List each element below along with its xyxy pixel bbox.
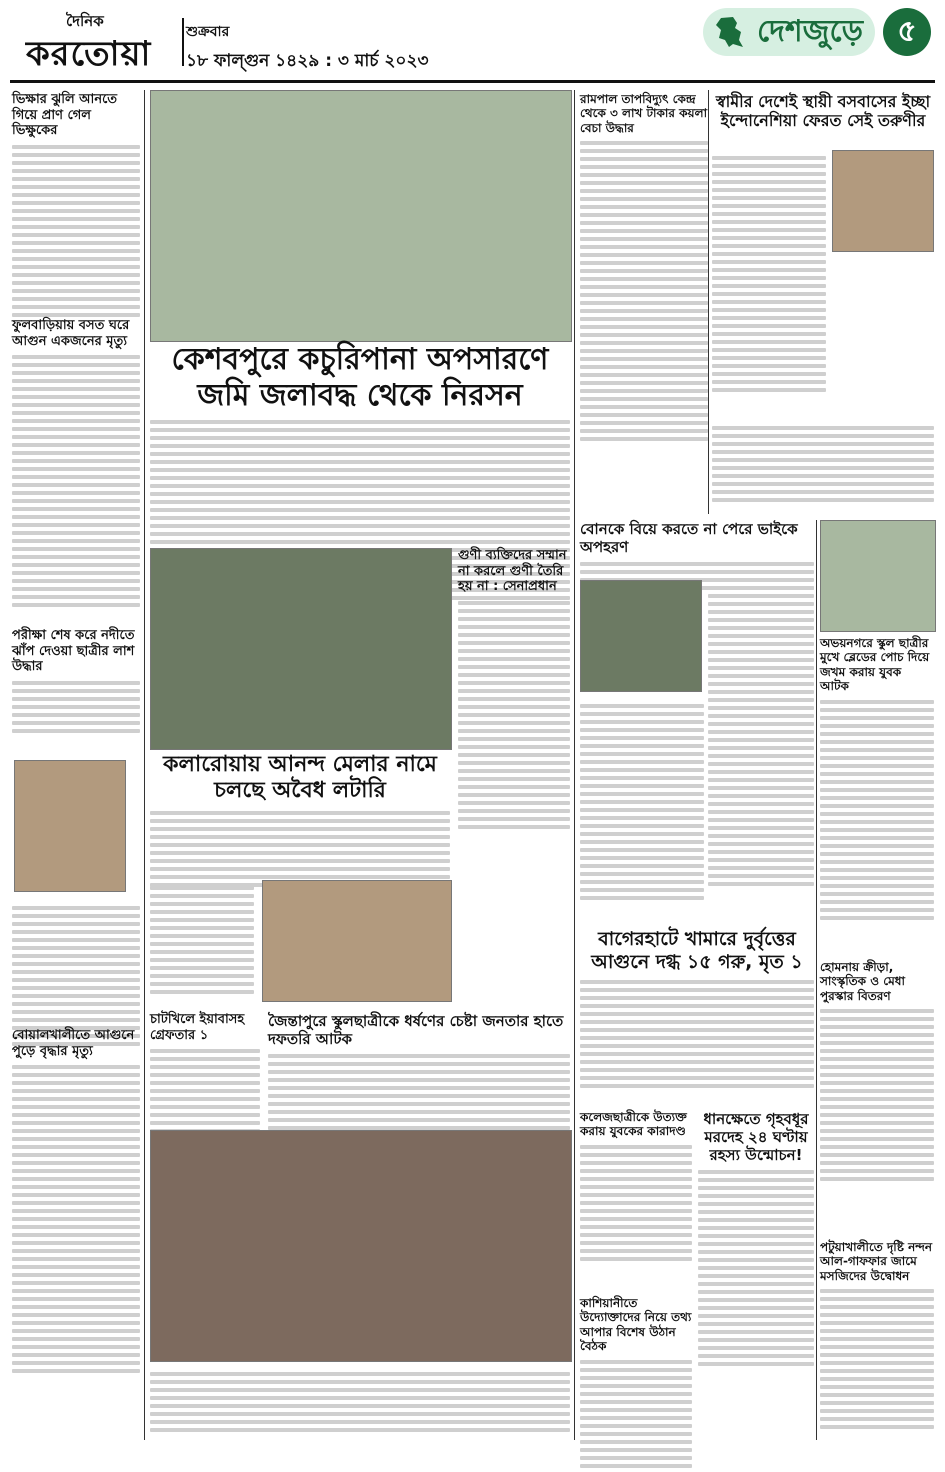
headline: কলেজছাত্রীকে উত্যক্ত করায় যুবকের কারাদণ্ড <box>580 1110 687 1139</box>
body-text <box>580 1145 692 1261</box>
article-a12 <box>580 928 814 1092</box>
body-text <box>150 1372 570 1432</box>
headline: চাটখিলে ইয়াবাসহ গ্রেফতার ১ <box>150 1012 245 1043</box>
headline: হোমনায় ক্রীড়া, সাংস্কৃতিক ও মেধা পুরস্কার বিতরণ <box>820 960 905 1003</box>
headline: ধানক্ষেতে গৃহবধূর মরদেহ ২৪ ঘণ্টায় রহস্য উন্মোচন! <box>703 1110 809 1164</box>
logo-name: করতোয়া <box>26 34 152 74</box>
lottery-fair-photo <box>262 880 452 1002</box>
body-text <box>712 426 934 502</box>
headline: স্বামীর দেশেই স্থায়ী বসবাসের ইচ্ছা ইন্দোনেশিয়া ফেরত সেই তরুণীর <box>715 92 931 131</box>
youth-portrait-photo <box>820 520 936 632</box>
body-text <box>580 704 704 900</box>
article-a16 <box>712 92 934 130</box>
article-a11-continued <box>580 698 704 904</box>
column-rule <box>574 90 575 1440</box>
masthead-rule <box>10 80 935 83</box>
body-text <box>820 1009 934 1181</box>
page-number: ৫ <box>883 8 931 56</box>
article-a9 <box>268 1012 570 1134</box>
student-portrait-photo <box>14 760 126 892</box>
masthead <box>0 0 945 78</box>
body-text <box>580 1360 692 1468</box>
headline: বোয়ালখালীতে আগুনে পুড়ে বৃদ্ধার মৃত্যু <box>12 1028 135 1059</box>
body-text <box>820 700 934 920</box>
body-text <box>150 811 450 887</box>
section-badge <box>703 8 875 56</box>
headline: ভিক্ষার ঝুলি আনতে গিয়ে প্রাণ গেল ভিক্ষুকের <box>12 92 118 139</box>
column-rule <box>708 90 709 514</box>
logo-dainik: দৈনিক <box>66 12 104 30</box>
article-a5 <box>12 1028 140 1377</box>
indonesian-bride-photo <box>832 150 934 252</box>
body-text <box>150 1049 260 1141</box>
article-a10 <box>580 92 708 445</box>
body-text <box>698 1170 814 1366</box>
body-text <box>12 1065 140 1373</box>
article-a4 <box>150 1012 260 1145</box>
article-a15 <box>698 1110 814 1370</box>
body-text <box>580 980 814 1088</box>
section-name: দেশজুড়ে <box>757 14 863 49</box>
headline: অভয়নগরে স্কুল ছাত্রীর মুখে ব্লেডের পোচ দিয়ে জখম করায় যুবক আটক <box>820 636 930 694</box>
body-text <box>712 156 826 392</box>
body-text <box>12 355 140 607</box>
article-a18 <box>820 960 934 1185</box>
headline: ফুলবাড়িয়ায় বসত ঘরে আগুন একজনের মৃত্যু <box>12 318 130 349</box>
headline: কলারোয়ায় আনন্দ মেলার নামে চলছে অবৈধ লটারি <box>163 752 437 804</box>
article-a13 <box>580 1110 692 1265</box>
headline: বাগেরহাটে খামারে দুর্বৃত্তের আগুনে দগ্ধ ১৫ গরু, মৃত ১ <box>591 928 803 973</box>
article-a3 <box>12 628 140 737</box>
water-hyacinth-clearing-photo <box>150 90 572 342</box>
day-label: শুক্রবার <box>186 24 230 40</box>
column-rule <box>144 90 145 1440</box>
article-a14 <box>580 1296 692 1472</box>
headline: গুণী ব্যক্তিদের সম্মান না করলে গুণী তৈরি হয় না : সেনাপ্রধান <box>458 548 567 595</box>
headline: রামপাল তাপবিদ্যুৎ কেন্দ্র থেকে ৩ লাখ টাকার কয়লা বেচা উদ্ধার <box>580 92 708 135</box>
article-a7 <box>458 548 570 833</box>
headline: কাশিয়ানীতে উদ্যোক্তাদের নিয়ে তথ্য আপার বিশেষ উঠান বৈঠক <box>580 1296 692 1354</box>
headline: পটুয়াখালীতে দৃষ্টি নন্দন আল-গাফফার জামে মসজিদের উদ্বোধন <box>820 1240 933 1283</box>
article-a2 <box>12 318 140 611</box>
body-text <box>708 586 814 886</box>
article-a8-continued <box>150 880 254 998</box>
accused-portrait-photo <box>580 580 702 692</box>
column-rule <box>816 520 817 1440</box>
body-text <box>12 906 140 1046</box>
headline: কেশবপুরে কচুরিপানা অপসারণে জমি জলাবদ্ধ থেকে নিরসন <box>171 342 549 413</box>
body-text <box>150 886 254 994</box>
bangladesh-map-icon <box>711 14 747 50</box>
date-label: ১৮ ফাল্গুন ১৪২৯ : ৩ মার্চ ২০২৩ <box>186 51 429 71</box>
body-text <box>458 601 570 829</box>
article-a16-continued <box>712 420 934 506</box>
body-text <box>580 141 708 441</box>
body-text <box>12 681 140 733</box>
newspaper-logo <box>18 10 178 74</box>
masthead-divider <box>182 18 184 66</box>
article-a17 <box>820 636 934 924</box>
body-text <box>268 1054 570 1130</box>
signing-ceremony-photo <box>150 1130 572 1362</box>
headline: বোনকে বিয়ে করতে না পেরে ভাইকে অপহরণ <box>580 520 798 556</box>
article-a11-body <box>708 580 814 890</box>
article-a8 <box>150 752 450 891</box>
body-text <box>820 1289 934 1429</box>
article-a1 <box>12 92 140 321</box>
date-line <box>186 20 429 76</box>
article-a19 <box>820 1240 934 1433</box>
headline: জৈন্তাপুরে স্কুলছাত্রীকে ধর্ষণের চেষ্টা জনতার হাতে দফতরি আটক <box>268 1012 564 1048</box>
headline: পরীক্ষা শেষ করে নদীতে ঝাঁপ দেওয়া ছাত্রীর লাশ উদ্ধার <box>12 628 135 675</box>
body-text <box>12 145 140 317</box>
signing-ceremony-caption <box>150 1366 570 1436</box>
article-a16-body <box>712 150 826 396</box>
army-chief-speech-photo <box>150 548 452 750</box>
